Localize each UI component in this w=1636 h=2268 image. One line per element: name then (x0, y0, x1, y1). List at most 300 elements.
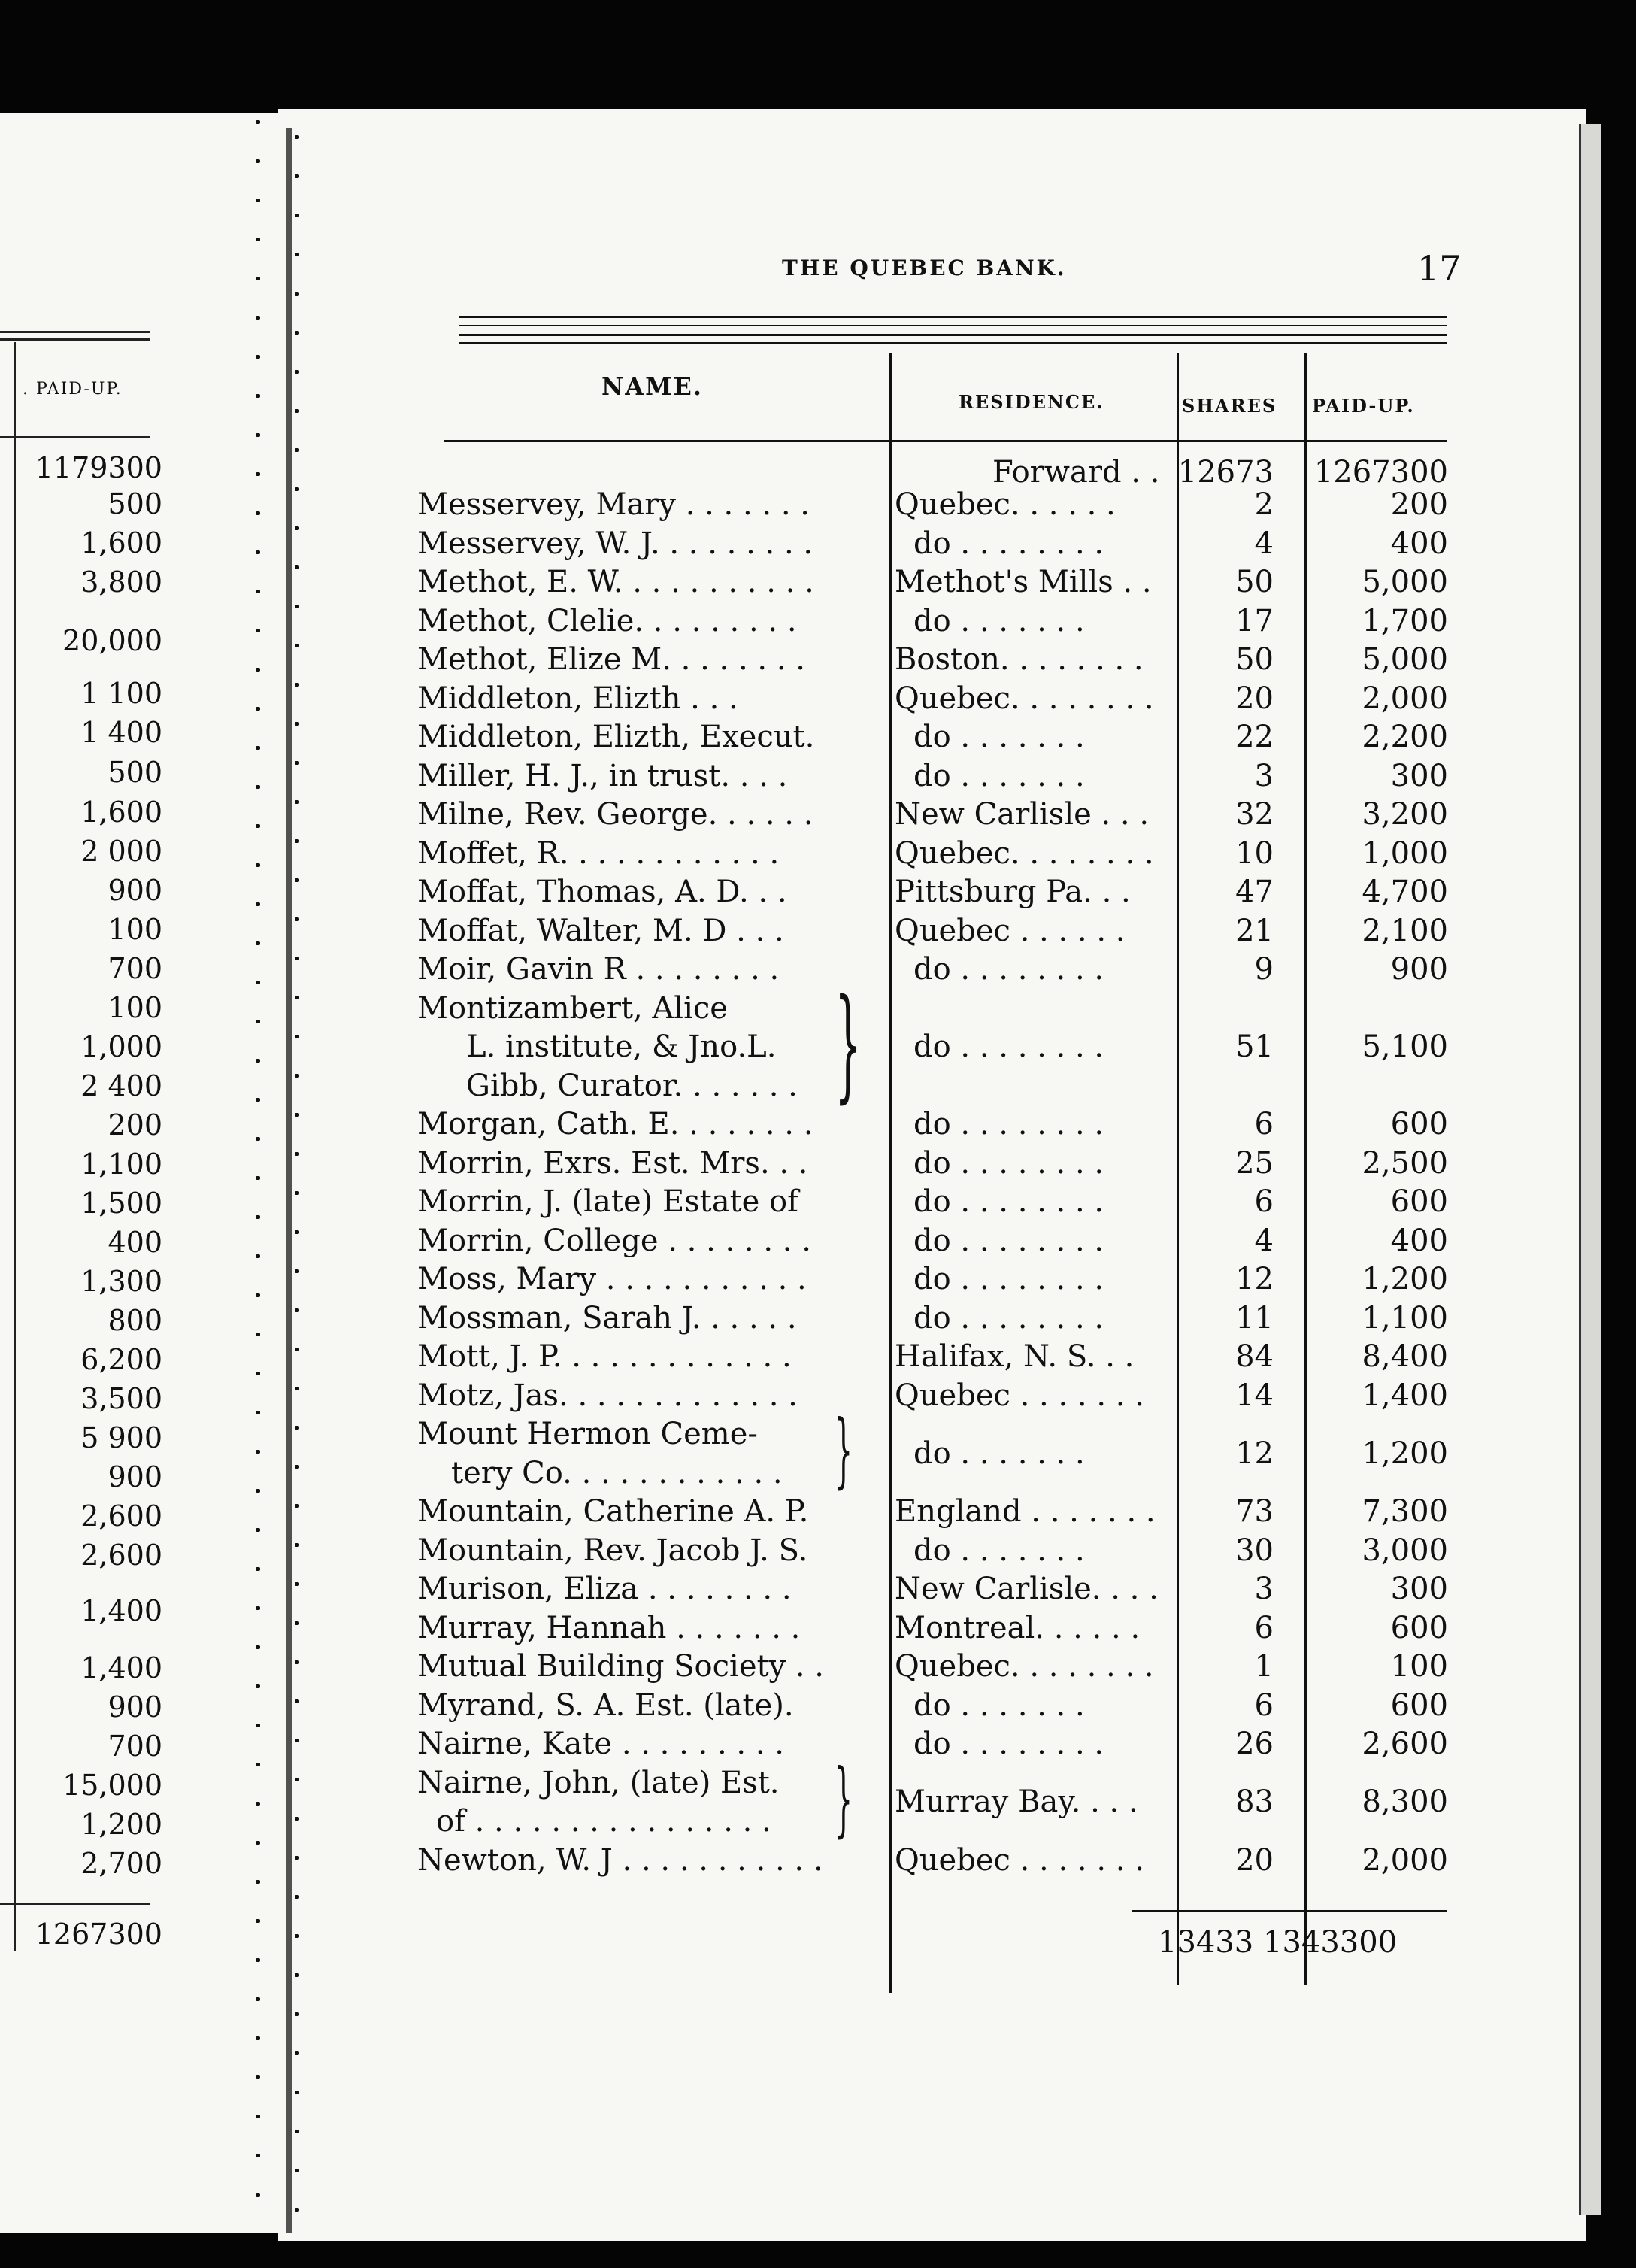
left-total-rule (0, 1903, 150, 1905)
stitch-mark (256, 981, 260, 984)
shareholder-name: Middleton, Elizth . . . (417, 681, 738, 716)
left-paid-up-value: 2 400 (80, 1069, 162, 1102)
stitch-mark (256, 707, 260, 711)
shareholder-name-line: Nairne, John, (late) Est. (417, 1765, 780, 1800)
left-top-rule-2 (0, 338, 150, 341)
left-paid-up-value: 2,700 (80, 1847, 162, 1880)
left-total: 1267300 (35, 1918, 162, 1951)
shareholder-name: Miller, H. J., in trust. . . . (417, 758, 788, 793)
shareholder-name: Newton, W. J . . . . . . . . . . . (417, 1842, 823, 1878)
stitch-mark (256, 550, 260, 554)
stitch-mark (295, 331, 299, 335)
paid-up: 1,400 (1362, 1378, 1448, 1413)
shareholder-name: Mountain, Rev. Jacob J. S. (417, 1533, 808, 1568)
stitch-mark (295, 996, 299, 999)
residence: do . . . . . . . (913, 1687, 1085, 1723)
paid-up: 1,700 (1362, 603, 1448, 638)
left-paid-up-value: 200 (108, 1108, 162, 1142)
shareholder-name: Morrin, College . . . . . . . . (417, 1223, 811, 1258)
forward-paid-up: 1267300 (1313, 455, 1448, 490)
residence: Quebec. . . . . . . . (895, 1649, 1154, 1684)
stitch-mark (256, 433, 260, 437)
stitch-mark (295, 526, 299, 530)
shareholder-name: Methot, Elize M. . . . . . . . (417, 642, 805, 677)
stitch-mark (295, 409, 299, 413)
residence: do . . . . . . . . (913, 952, 1104, 987)
residence: do . . . . . . . . (913, 1262, 1104, 1296)
residence: New Carlisle . . . (895, 797, 1150, 832)
shareholder-name: Messervey, Mary . . . . . . . (417, 487, 810, 522)
paid-up: 3,000 (1362, 1533, 1448, 1568)
left-paid-up-value: 800 (108, 1304, 162, 1337)
paid-up: 600 (1390, 1687, 1448, 1723)
shareholder-name: Middleton, Elizth, Execut. (417, 720, 815, 754)
stitch-mark (295, 1113, 299, 1117)
shares: 3 (1254, 758, 1274, 793)
stitch-mark (295, 2169, 299, 2172)
shares: 20 (1235, 1842, 1274, 1878)
stitch-mark (295, 174, 299, 178)
stitch-mark (256, 824, 260, 828)
residence: do . . . . . . . (913, 1533, 1085, 1568)
residence: Methot's Mills . . (895, 565, 1152, 599)
top-rule-4 (459, 342, 1447, 344)
paid-up: 3,200 (1362, 797, 1448, 832)
stitch-mark (295, 2051, 299, 2055)
residence: Pittsburg Pa. . . (895, 875, 1131, 909)
stitch-mark (256, 902, 260, 906)
shareholder-name: Myrand, S. A. Est. (late). (417, 1687, 794, 1723)
shares: 4 (1254, 1223, 1274, 1258)
shares: 22 (1235, 720, 1274, 754)
shares: 32 (1235, 797, 1274, 832)
shareholder-name-line: of . . . . . . . . . . . . . . . . (436, 1804, 771, 1839)
forward-shares: 12673 (1177, 455, 1274, 490)
stitch-mark (256, 2075, 260, 2079)
running-head: THE QUEBEC BANK. (782, 256, 1067, 280)
page-number: 17 (1417, 248, 1462, 289)
stitch-mark (295, 761, 299, 765)
shares: 25 (1235, 1145, 1274, 1181)
shareholder-name-line: Mount Hermon Ceme- (417, 1417, 758, 1451)
stitch-mark (256, 629, 260, 632)
shares: 3 (1254, 1572, 1274, 1606)
stitch-mark (256, 1724, 260, 1727)
left-top-rule (0, 331, 150, 333)
stitch-mark (295, 957, 299, 960)
stitch-mark (295, 1817, 299, 1821)
shares: 26 (1235, 1727, 1274, 1761)
left-paid-up-header: . PAID-UP. (23, 380, 123, 399)
left-paid-up-value: 700 (108, 1730, 162, 1763)
stitch-mark (256, 394, 260, 398)
stitch-mark (295, 1152, 299, 1156)
shareholder-name: Mutual Building Society . . (417, 1649, 825, 1684)
left-paid-up-value: 1 400 (80, 716, 162, 749)
stitch-mark (295, 1934, 299, 1938)
paid-up: 4,700 (1362, 875, 1448, 909)
stitch-mark (295, 1778, 299, 1781)
residence: do . . . . . . . . (913, 1029, 1104, 1064)
residence: do . . . . . . . (913, 603, 1085, 638)
column-header-shares: SHARES (1182, 395, 1277, 417)
stitch-mark (256, 277, 260, 280)
stitch-mark (256, 1880, 260, 1884)
shareholder-name: Motz, Jas. . . . . . . . . . . . . (417, 1378, 798, 1413)
brace: } (835, 1402, 853, 1497)
shares: 4 (1254, 526, 1274, 561)
stitch-mark (295, 2012, 299, 2016)
stitch-mark (256, 511, 260, 515)
left-paid-up-value: 1,400 (80, 1651, 162, 1684)
stitch-mark (295, 1230, 299, 1234)
stitch-mark (295, 1973, 299, 1977)
paid-up: 400 (1390, 1223, 1448, 1258)
shares: 50 (1235, 565, 1274, 599)
left-paid-up-value: 700 (108, 952, 162, 985)
residence: do . . . . . . . . (913, 526, 1104, 561)
stitch-mark (256, 1450, 260, 1454)
brace: } (835, 1751, 853, 1846)
paid-up: 300 (1390, 758, 1448, 793)
stitch-mark (295, 487, 299, 491)
total-paid-up: 1343300 (1263, 1925, 1398, 1960)
shares: 50 (1235, 642, 1274, 677)
shareholder-name: Murray, Hannah . . . . . . . (417, 1610, 801, 1645)
column-header-paid-up: PAID-UP. (1312, 395, 1415, 417)
stitch-mark (256, 1919, 260, 1923)
stitch-mark (295, 1426, 299, 1430)
shares: 20 (1235, 681, 1274, 716)
stitch-mark (256, 2115, 260, 2118)
stitch-mark (256, 941, 260, 945)
left-paid-up-value: 2 000 (80, 835, 162, 868)
residence: do . . . . . . . (913, 720, 1085, 754)
left-paid-up-value: 3,500 (80, 1382, 162, 1415)
stitch-mark (295, 878, 299, 882)
stitch-mark (295, 2208, 299, 2212)
shareholder-name: Mossman, Sarah J. . . . . . (417, 1300, 797, 1336)
shares: 17 (1235, 603, 1274, 638)
residence: Quebec. . . . . . . . (895, 681, 1154, 716)
shares: 6 (1254, 1184, 1274, 1219)
shareholder-name-line: tery Co. . . . . . . . . . . . (451, 1455, 783, 1490)
stitch-mark (256, 1020, 260, 1023)
paid-up: 2,000 (1362, 681, 1448, 716)
stitch-mark (256, 2036, 260, 2040)
left-paid-up-value: 900 (108, 1460, 162, 1493)
stitch-mark (256, 1254, 260, 1258)
stitch-mark (256, 1763, 260, 1766)
stitch-mark (256, 1958, 260, 1962)
shareholder-name: Milne, Rev. George. . . . . . (417, 797, 813, 832)
stitch-mark (256, 2154, 260, 2157)
shares: 6 (1254, 1107, 1274, 1142)
residence: Quebec . . . . . . (895, 913, 1126, 948)
paid-up: 400 (1390, 526, 1448, 561)
paid-up: 2,100 (1362, 913, 1448, 948)
stitch-mark (295, 1856, 299, 1860)
residence: Boston. . . . . . . . (895, 642, 1144, 677)
shares: 12 (1235, 1262, 1274, 1296)
stitch-mark (256, 1059, 260, 1063)
stitch-mark (295, 1621, 299, 1625)
left-paid-up-value: 900 (108, 1690, 162, 1724)
stitch-mark (256, 1333, 260, 1336)
left-paid-up-value: 2,600 (80, 1539, 162, 1572)
stitch-mark (295, 1191, 299, 1195)
left-paid-up-value: 1,200 (80, 1808, 162, 1841)
stitch-mark (295, 565, 299, 569)
paid-up: 2,200 (1362, 720, 1448, 754)
stitch-mark (295, 1699, 299, 1703)
header-rule (444, 440, 1447, 442)
shares: 84 (1235, 1339, 1274, 1374)
stitch-mark (256, 2193, 260, 2197)
left-paid-up-value: 500 (108, 487, 162, 520)
left-paid-up-value: 1,000 (80, 1030, 162, 1063)
top-rule-3 (459, 334, 1447, 336)
left-paid-up-value: 400 (108, 1226, 162, 1259)
stitch-mark (256, 1645, 260, 1649)
shareholder-name: Methot, Clelie. . . . . . . . . (417, 603, 797, 638)
shareholder-name: Morrin, Exrs. Est. Mrs. . . (417, 1145, 808, 1181)
stitch-mark (295, 1308, 299, 1312)
paid-up: 600 (1390, 1107, 1448, 1142)
stitch-mark (295, 1504, 299, 1508)
shareholder-name-line: L. institute, & Jno.L. (466, 1029, 777, 1064)
stitch-mark (256, 1176, 260, 1180)
stitch-mark (256, 1137, 260, 1141)
top-rule-1 (459, 316, 1447, 318)
stitch-mark (295, 1660, 299, 1664)
stitch-mark (256, 1802, 260, 1806)
stitch-mark (256, 1528, 260, 1532)
stitch-mark (295, 1074, 299, 1078)
shares: 83 (1235, 1784, 1274, 1820)
residence: do . . . . . . . . (913, 1107, 1104, 1142)
shares: 6 (1254, 1687, 1274, 1723)
paid-up: 600 (1390, 1184, 1448, 1219)
paid-up: 8,400 (1362, 1339, 1448, 1374)
left-paid-up-value: 1,600 (80, 796, 162, 829)
shares: 14 (1235, 1378, 1274, 1413)
stitch-mark (256, 590, 260, 593)
residence: do . . . . . . . (913, 758, 1085, 793)
left-paid-up-value: 2,600 (80, 1499, 162, 1533)
stitch-mark (256, 1684, 260, 1688)
brace: } (835, 972, 862, 1115)
shares: 2 (1254, 487, 1274, 522)
residence: do . . . . . . . . (913, 1300, 1104, 1336)
total-rule (1132, 1910, 1447, 1912)
shares: 47 (1235, 875, 1274, 909)
stitch-mark (256, 1841, 260, 1845)
shares: 12 (1235, 1436, 1274, 1471)
paid-up-column-rule (1304, 353, 1307, 1985)
left-paid-up-value: 1,100 (80, 1148, 162, 1181)
paid-up: 100 (1390, 1649, 1448, 1684)
shares: 73 (1235, 1494, 1274, 1529)
residence: Quebec. . . . . . (895, 487, 1116, 522)
stitch-mark (256, 1489, 260, 1493)
shareholder-name-line: Montizambert, Alice (417, 990, 728, 1026)
left-paid-up-value: 15,000 (62, 1769, 162, 1802)
stitch-mark (295, 214, 299, 217)
shareholder-name: Morgan, Cath. E. . . . . . . . (417, 1107, 813, 1142)
paid-up: 7,300 (1362, 1494, 1448, 1529)
residence: Montreal. . . . . . (895, 1610, 1141, 1645)
shares: 21 (1235, 913, 1274, 948)
paid-up: 5,100 (1362, 1029, 1448, 1064)
shareholder-name: Murison, Eliza . . . . . . . . (417, 1572, 792, 1606)
shareholder-name: Moss, Mary . . . . . . . . . . . (417, 1262, 807, 1296)
shareholder-name: Moffat, Walter, M. D . . . (417, 913, 784, 948)
left-paid-up-value: 6,200 (80, 1343, 162, 1376)
stitch-mark (295, 1035, 299, 1038)
shareholder-name: Mott, J. P. . . . . . . . . . . . . (417, 1339, 792, 1374)
stitch-mark (256, 238, 260, 241)
top-rule-2 (459, 325, 1447, 326)
stitch-mark (295, 1543, 299, 1547)
shares: 11 (1235, 1300, 1274, 1336)
paid-up: 1,100 (1362, 1300, 1448, 1336)
stitch-mark (256, 1567, 260, 1571)
residence-column-rule (889, 353, 892, 1993)
shareholder-name: Morrin, J. (late) Estate of (417, 1184, 798, 1219)
column-header-name: NAME. (601, 372, 704, 401)
stitch-mark (295, 605, 299, 608)
shareholder-name: Messervey, W. J. . . . . . . . . (417, 526, 813, 561)
left-paid-up-value: 1 100 (80, 677, 162, 710)
paid-up: 5,000 (1362, 565, 1448, 599)
shareholder-name: Moffat, Thomas, A. D. . . (417, 875, 787, 909)
stitch-mark (256, 472, 260, 476)
paid-up: 2,000 (1362, 1842, 1448, 1878)
stitch-mark (295, 2130, 299, 2133)
left-paid-up-value: 1,300 (80, 1265, 162, 1298)
shareholder-name: Methot, E. W. . . . . . . . . . . (417, 565, 814, 599)
stitch-mark (295, 1387, 299, 1390)
stitch-mark (256, 1372, 260, 1375)
stitch-mark (256, 1293, 260, 1297)
residence: do . . . . . . . . (913, 1145, 1104, 1181)
stitch-mark (295, 253, 299, 256)
stitch-mark (295, 1739, 299, 1742)
shares: 9 (1254, 952, 1274, 987)
stitch-mark (295, 370, 299, 374)
stitch-mark (256, 746, 260, 750)
left-paid-up-value: 100 (108, 913, 162, 946)
total-shares: 13433 (1158, 1925, 1254, 1960)
left-paid-up-value: 100 (108, 991, 162, 1024)
stitch-mark (295, 1465, 299, 1469)
column-header-residence: RESIDENCE. (959, 391, 1104, 413)
shareholder-name: Mountain, Catherine A. P. (417, 1494, 809, 1529)
shares: 1 (1254, 1649, 1274, 1684)
paid-up: 1,200 (1362, 1262, 1448, 1296)
residence: Halifax, N. S. . . (895, 1339, 1135, 1374)
shares-column-rule (1177, 353, 1179, 1985)
residence: Quebec . . . . . . . (895, 1842, 1144, 1878)
stitch-mark (295, 1582, 299, 1586)
stitch-mark (295, 1269, 299, 1273)
stitch-mark (295, 292, 299, 296)
left-paid-up-value: 500 (108, 756, 162, 789)
paid-up: 2,600 (1362, 1727, 1448, 1761)
left-header-rule (0, 436, 150, 438)
shares: 10 (1235, 835, 1274, 871)
stitch-mark (295, 644, 299, 647)
paid-up: 200 (1390, 487, 1448, 522)
shares: 6 (1254, 1610, 1274, 1645)
shareholder-name: Moir, Gavin R . . . . . . . . (417, 952, 780, 987)
residence: Quebec . . . . . . . (895, 1378, 1144, 1413)
paid-up: 8,300 (1362, 1784, 1448, 1820)
left-paid-up-value: 1,400 (80, 1594, 162, 1627)
residence: do . . . . . . . . (913, 1223, 1104, 1258)
stitch-mark (295, 722, 299, 726)
residence: Quebec. . . . . . . . (895, 835, 1154, 871)
stitch-mark (256, 863, 260, 867)
stitch-mark (295, 2091, 299, 2094)
paid-up: 600 (1390, 1610, 1448, 1645)
stitch-mark (256, 785, 260, 789)
paid-up: 1,200 (1362, 1436, 1448, 1471)
stitch-mark (256, 199, 260, 202)
residence: England . . . . . . . (895, 1494, 1156, 1529)
residence: do . . . . . . . (913, 1436, 1085, 1471)
page-edge (1579, 124, 1601, 2215)
left-paid-up-value: 1,500 (80, 1187, 162, 1220)
binding-stitches (256, 98, 301, 2241)
stitch-mark (295, 135, 299, 139)
stitch-mark (256, 1997, 260, 2001)
left-paid-up-value: 20,000 (62, 624, 162, 657)
stitch-mark (256, 355, 260, 359)
forward-label: Forward . . (992, 455, 1160, 490)
stitch-mark (295, 839, 299, 843)
paid-up: 5,000 (1362, 642, 1448, 677)
stitch-mark (295, 800, 299, 804)
stitch-mark (295, 1895, 299, 1899)
left-paid-up-value: 5 900 (80, 1421, 162, 1454)
left-paid-up-value: 3,800 (80, 565, 162, 599)
left-paid-up-value: 1,600 (80, 526, 162, 559)
left-column-rule (14, 342, 16, 1951)
stitch-mark (256, 1215, 260, 1219)
residence: do . . . . . . . . (913, 1184, 1104, 1219)
residence: do . . . . . . . . (913, 1727, 1104, 1761)
stitch-mark (295, 448, 299, 452)
shareholder-name: Nairne, Kate . . . . . . . . . (417, 1727, 784, 1761)
shares: 30 (1235, 1533, 1274, 1568)
shareholder-name: Moffet, R. . . . . . . . . . . . (417, 835, 780, 871)
stitch-mark (256, 120, 260, 124)
residence: Murray Bay. . . . (895, 1784, 1138, 1820)
paid-up: 900 (1390, 952, 1448, 987)
stitch-mark (256, 316, 260, 320)
shares: 51 (1235, 1029, 1274, 1064)
stitch-mark (295, 1348, 299, 1351)
shareholder-name-line: Gibb, Curator. . . . . . . (466, 1068, 798, 1103)
paid-up: 2,500 (1362, 1145, 1448, 1181)
stitch-mark (256, 1098, 260, 1102)
left-paid-up-value: 900 (108, 874, 162, 907)
residence: New Carlisle. . . . (895, 1572, 1159, 1606)
stitch-mark (295, 683, 299, 687)
stitch-mark (295, 917, 299, 921)
